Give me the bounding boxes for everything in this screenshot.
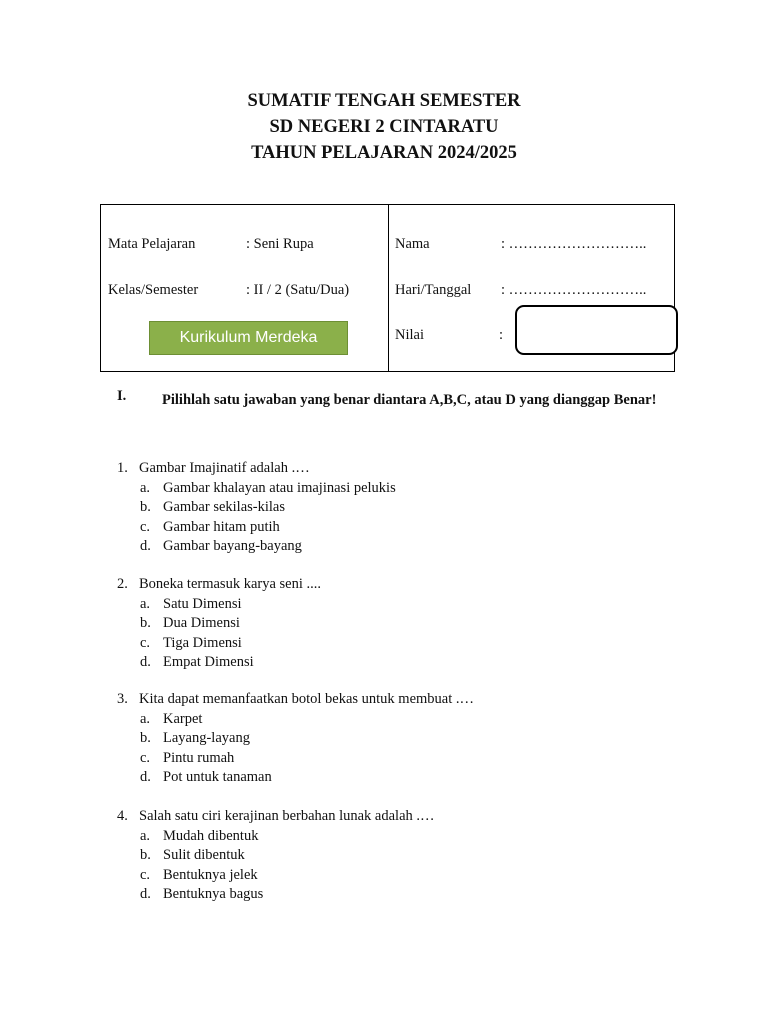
title-line-1: SUMATIF TENGAH SEMESTER [247,91,521,111]
instruction-text: Pilihlah satu jawaban yang benar diantara A,B,C, atau D yang dianggap Benar! [162,392,657,408]
option-text: Sulit dibentuk [163,847,245,864]
option-text: Gambar bayang-bayang [163,537,302,554]
option-letter: c. [140,749,151,766]
instruction-number: I. [117,388,127,404]
score-box[interactable] [515,305,678,355]
option-text: Tiga Dimensi [163,634,242,651]
question-number: 3. [117,691,128,707]
document-title [0,88,768,166]
option-letter: c. [140,518,151,535]
question-text: Salah satu ciri kerajinan berbahan lunak adalah .… [139,808,435,824]
option-text: Mudah dibentuk [163,828,259,844]
option-text: Layang-layang [163,730,250,747]
option-text: Gambar sekilas-kilas [163,499,286,516]
option-text: Empat Dimensi [163,653,254,670]
option-letter: d. [140,885,151,902]
class-label: Kelas/Semester [108,282,199,298]
option-letter: b. [140,730,151,747]
option-text: Pintu rumah [163,749,235,766]
class-value: : II / 2 (Satu/Dua) [246,282,350,298]
option-letter: d. [140,768,151,785]
student-info-box [100,204,675,372]
option-letter: a. [140,711,151,727]
question-number: 2. [117,576,128,592]
option-text: Pot untuk tanaman [163,768,272,785]
option-text: Gambar hitam putih [163,518,280,535]
option-letter: b. [140,499,151,516]
option-text: Bentuknya jelek [163,866,258,883]
title-line-2: SD NEGERI 2 CINTARATU [269,117,499,137]
option-text: Karpet [163,711,203,727]
option-letter: a. [140,828,151,844]
option-letter: b. [140,847,151,864]
question-text: Gambar Imajinatif adalah .… [139,460,310,476]
option-text: Satu Dimensi [163,596,242,612]
option-letter: d. [140,653,151,670]
option-letter: b. [140,615,151,632]
question-number: 4. [117,808,128,824]
question-text: Boneka termasuk karya seni .... [139,576,322,592]
option-text: Bentuknya bagus [163,885,264,902]
option-letter: c. [140,634,151,651]
info-box-divider [388,205,389,371]
score-label: Nilai [395,327,424,343]
option-letter: a. [140,480,151,496]
question-number: 1. [117,460,128,476]
curriculum-badge: Kurikulum Merdeka [149,321,348,355]
date-label: Hari/Tanggal [395,282,472,298]
option-text: Dua Dimensi [163,615,240,632]
date-field[interactable]: : ……………………….. [501,282,647,298]
name-label: Nama [395,236,430,252]
title-line-3: TAHUN PELAJARAN 2024/2025 [251,143,517,163]
option-letter: d. [140,537,151,554]
score-colon: : [499,327,504,343]
option-text: Gambar khalayan atau imajinasi pelukis [163,480,396,496]
option-letter: a. [140,596,151,612]
question-text: Kita dapat memanfaatkan botol bekas untuk membuat .… [139,691,475,707]
subject-value: : Seni Rupa [246,236,314,252]
name-field[interactable]: : ……………………….. [501,236,647,252]
option-letter: c. [140,866,151,883]
subject-label: Mata Pelajaran [108,236,196,252]
